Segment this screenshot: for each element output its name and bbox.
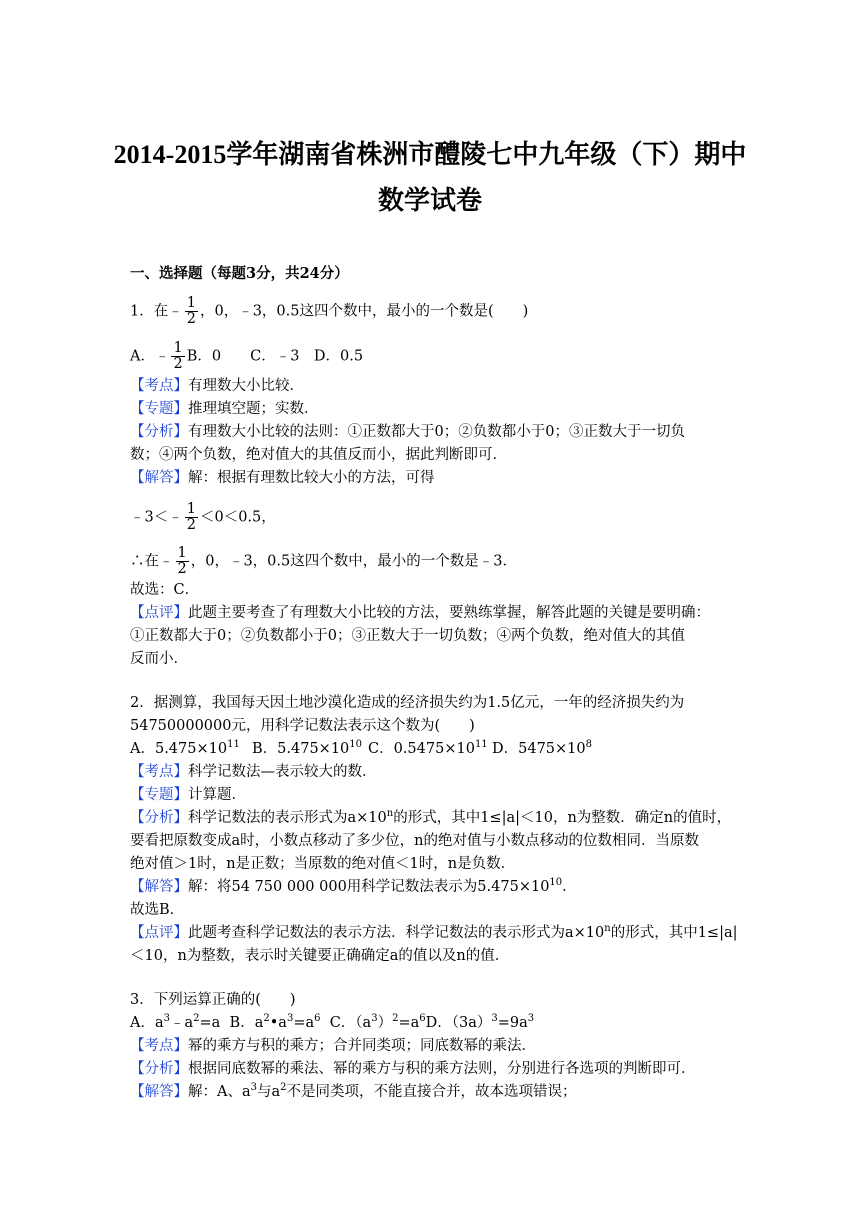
option-text: D．5475×10 bbox=[492, 741, 586, 757]
minus-sign: ﹣ bbox=[159, 553, 174, 570]
exponent: 6 bbox=[314, 1013, 321, 1024]
exponent: n bbox=[604, 923, 611, 934]
exponent: 11 bbox=[227, 739, 240, 750]
jieda-text: 与a bbox=[257, 1084, 281, 1100]
option-text: B．5.475×10 bbox=[252, 741, 350, 757]
q2-choose: 故选B． bbox=[130, 902, 185, 918]
q1-stem-suffix: ，0，﹣3，0.5这四个数中，最小的一个数是( ) bbox=[199, 303, 529, 320]
fraction-one-half bbox=[171, 341, 184, 372]
jieda-text: 解：A、a bbox=[188, 1084, 251, 1100]
exponent: 2 bbox=[193, 1013, 200, 1024]
fraction-denominator: 2 bbox=[186, 517, 196, 533]
option-text: =9a bbox=[497, 1015, 528, 1031]
option-text: D．（3a） bbox=[425, 1015, 492, 1031]
exponent: n bbox=[386, 808, 394, 819]
option-text: =a bbox=[199, 1015, 221, 1031]
q1-therefore bbox=[130, 546, 517, 577]
q1-choose: 故选：C． bbox=[130, 582, 200, 598]
jieda-text: ． bbox=[562, 879, 577, 895]
kaodian-tag: 【考点】 bbox=[130, 764, 188, 780]
kaodian-tag: 【考点】 bbox=[130, 378, 188, 394]
q2-kaodian bbox=[130, 762, 377, 782]
exam-title-line2: 数学试卷 bbox=[377, 186, 482, 215]
q2-dianping-cont: ＜10，n为整数，表示时关键要正确确定a的值以及n的值． bbox=[130, 948, 510, 964]
option-text: =a bbox=[398, 1015, 420, 1031]
section-heading: 一、选择题（每题3分，共24分） bbox=[130, 265, 349, 282]
option-text: C．0.5475×10 bbox=[368, 741, 475, 757]
fenxi-tag: 【分析】 bbox=[130, 810, 188, 826]
q1-fenxi-cont: 数；④两个负数，绝对值大的其值反而小，据此判断即可． bbox=[130, 447, 507, 463]
exponent: 2 bbox=[263, 1013, 270, 1024]
exam-title-line1: 2014-2015学年湖南省株洲市醴陵七中九年级（下）期中 bbox=[113, 140, 747, 169]
q1-inequality bbox=[130, 502, 276, 533]
q3-option-a bbox=[130, 1015, 220, 1031]
q1-option-a-label: A． bbox=[130, 348, 155, 365]
exponent: 3 bbox=[250, 1082, 257, 1093]
q2-option-c bbox=[368, 739, 492, 759]
q2-option-a bbox=[130, 739, 252, 759]
q3-option-d bbox=[426, 1015, 535, 1031]
exponent: 3 bbox=[527, 1013, 535, 1024]
fraction-one-half bbox=[185, 296, 198, 327]
fraction-numerator: 1 bbox=[186, 501, 196, 517]
fenxi-text: 根据同底数幂的乘法、幂的乘方与积的乘方法则，分别进行各选项的判断即可． bbox=[188, 1061, 696, 1077]
q1-dianping-cont: 反而小． bbox=[130, 651, 188, 667]
q1-fenxi bbox=[130, 422, 685, 442]
zhuanti-text: 推理填空题；实数． bbox=[188, 401, 319, 417]
option-text: ﹣a bbox=[170, 1015, 194, 1031]
option-text: •a bbox=[269, 1015, 287, 1031]
jieda-tag: 【解答】 bbox=[130, 470, 188, 486]
q3-fenxi bbox=[130, 1059, 696, 1079]
option-text: A．5.475×10 bbox=[130, 741, 228, 757]
option-text: ） bbox=[377, 1015, 393, 1031]
exponent: 2 bbox=[392, 1013, 399, 1024]
fraction-denominator: 2 bbox=[186, 311, 196, 327]
fraction-numerator: 1 bbox=[186, 295, 196, 311]
q3-option-b bbox=[230, 1015, 321, 1031]
ineq-suffix: ＜0＜0.5， bbox=[199, 509, 276, 526]
q3-stem: 3．下列运算正确的( ) bbox=[130, 992, 296, 1008]
q2-fenxi-cont: 要看把原数变成a时，小数点移动了多少位，n的绝对值与小数点移动的位数相同．当原数 bbox=[130, 833, 699, 849]
q3-kaodian bbox=[130, 1036, 536, 1056]
fraction-denominator: 2 bbox=[173, 356, 183, 372]
exponent: 6 bbox=[419, 1013, 426, 1024]
dianping-text: 此题主要考查了有理数大小比较的方法，要熟练掌握，解答此题的关键是要明确： bbox=[188, 605, 710, 621]
minus-sign: ﹣ bbox=[168, 509, 183, 526]
exponent: 3 bbox=[491, 1013, 498, 1024]
therefore-suffix: ，0，﹣3，0.5这四个数中，最小的一个数是﹣3． bbox=[190, 553, 517, 570]
dianping-text: 此题考查科学记数法的表示方法．科学记数法的表示形式为a×10 bbox=[188, 925, 605, 941]
jieda-text: 解：根据有理数比较大小的方法，可得 bbox=[188, 470, 435, 486]
therefore-prefix: ∴在 bbox=[130, 553, 159, 570]
fraction-numerator: 1 bbox=[173, 340, 183, 356]
exponent: 11 bbox=[474, 739, 488, 750]
jieda-text: 不是同类项，不能直接合并，故本选项错误； bbox=[286, 1084, 577, 1100]
option-text: B．a bbox=[229, 1015, 264, 1031]
q1-options-rest: B．0 C．﹣3 D．0.5 bbox=[186, 348, 364, 365]
ineq-prefix: ﹣3＜ bbox=[130, 509, 169, 526]
fraction-one-half bbox=[185, 502, 198, 533]
exponent: 10 bbox=[349, 739, 363, 750]
option-text: =a bbox=[293, 1015, 315, 1031]
fraction-denominator: 2 bbox=[177, 561, 187, 577]
jieda-tag: 【解答】 bbox=[130, 1084, 188, 1100]
option-text: C．（a bbox=[329, 1015, 372, 1031]
fenxi-text: 科学记数法的表示形式为a×10 bbox=[188, 810, 387, 826]
q2-option-b bbox=[252, 739, 368, 759]
jieda-tag: 【解答】 bbox=[130, 879, 188, 895]
q1-jieda bbox=[130, 468, 435, 488]
q1-dianping-cont: ①正数都大于0；②负数都小于0；③正数大于一切负数；④两个负数，绝对值大的其值 bbox=[130, 628, 685, 644]
q1-stem-prefix: 1．在 bbox=[130, 303, 169, 320]
q3-jieda bbox=[130, 1082, 577, 1102]
q1-options bbox=[130, 341, 363, 372]
exponent: 8 bbox=[585, 739, 593, 750]
dianping-text: 的形式，其中1≤|a| bbox=[610, 925, 738, 941]
q1-zhuanti bbox=[130, 399, 319, 419]
option-text: A．a bbox=[130, 1015, 164, 1031]
kaodian-text: 幂的乘方与积的乘方；合并同类项；同底数幂的乘法． bbox=[188, 1038, 536, 1054]
dianping-tag: 【点评】 bbox=[130, 605, 188, 621]
zhuanti-tag: 【专题】 bbox=[130, 787, 188, 803]
q1-dianping bbox=[130, 603, 710, 623]
fenxi-tag: 【分析】 bbox=[130, 424, 188, 440]
q2-option-d bbox=[492, 739, 592, 759]
jieda-text: 解：将54 750 000 000用科学记数法表示为5.475×10 bbox=[188, 879, 550, 895]
q3-options bbox=[130, 1013, 534, 1033]
dianping-tag: 【点评】 bbox=[130, 925, 188, 941]
q2-zhuanti bbox=[130, 785, 246, 805]
kaodian-tag: 【考点】 bbox=[130, 1038, 188, 1054]
q2-stem: 2．据测算，我国每天因土地沙漠化造成的经济损失约为1.5亿元，一年的经济损失约为 bbox=[130, 695, 685, 711]
zhuanti-text: 计算题． bbox=[188, 787, 246, 803]
fenxi-tag: 【分析】 bbox=[130, 1061, 188, 1077]
exponent: 3 bbox=[286, 1013, 294, 1024]
zhuanti-tag: 【专题】 bbox=[130, 401, 188, 417]
q1-stem bbox=[130, 296, 528, 327]
fraction-one-half bbox=[176, 546, 189, 577]
fraction-numerator: 1 bbox=[177, 545, 187, 561]
minus-sign: ﹣ bbox=[168, 303, 183, 320]
q2-options bbox=[130, 739, 592, 759]
q2-fenxi-cont: 绝对值＞1时，n是正数；当原数的绝对值＜1时，n是负数． bbox=[130, 856, 516, 872]
q2-dianping bbox=[130, 923, 738, 943]
fenxi-text: 的形式，其中1≤|a|＜10，n为整数．确定n的值时， bbox=[393, 810, 732, 826]
q1-kaodian bbox=[130, 376, 304, 396]
exponent: 3 bbox=[371, 1013, 378, 1024]
kaodian-text: 有理数大小比较． bbox=[188, 378, 304, 394]
exponent: 2 bbox=[280, 1082, 287, 1093]
fenxi-text: 有理数大小比较的法则：①正数都大于0；②负数都小于0；③正数大于一切负 bbox=[188, 424, 685, 440]
q2-jieda bbox=[130, 877, 577, 897]
q2-fenxi bbox=[130, 808, 731, 828]
q3-option-c bbox=[330, 1015, 426, 1031]
kaodian-text: 科学记数法—表示较大的数． bbox=[188, 764, 377, 780]
exponent: 10 bbox=[549, 877, 563, 888]
q2-stem-cont: 54750000000元，用科学记数法表示这个数为( ) bbox=[130, 718, 475, 734]
exponent: 3 bbox=[163, 1013, 170, 1024]
minus-sign: ﹣ bbox=[154, 348, 170, 365]
